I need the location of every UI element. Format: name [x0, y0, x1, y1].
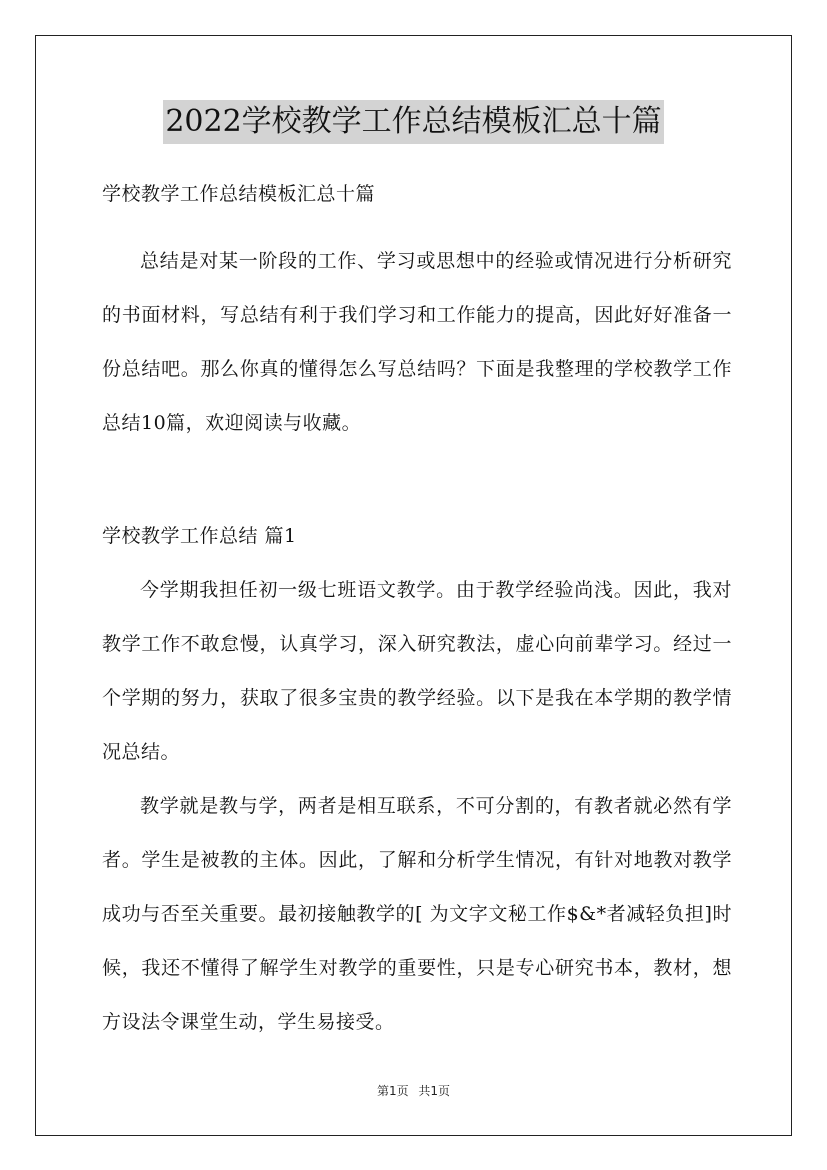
document-subtitle: 学校教学工作总结模板汇总十篇 — [102, 183, 376, 205]
document-title: 2022学校教学工作总结模板汇总十篇 — [163, 100, 663, 144]
document-body — [102, 175, 732, 1049]
page-footer — [0, 1082, 827, 1099]
title-container — [0, 100, 827, 144]
body-paragraph: 教学就是教与学，两者是相互联系，不可分割的，有教者就必然有学者。学生是被教的主体。因此，了解和分析学生情况，有针对地教对教学成功与否至关重要。最初接触教学的[ 为文字文秘工作$&*者减轻负担]时候，我还不懂得了解学生对教学的重要性，只是专心研究书本，教材，想方设法令课堂生动，学生易接受。 — [102, 795, 732, 1033]
intro-paragraph: 总结是对某一阶段的工作、学习或思想中的经验或情况进行分析研究的书面材料，写总结有利于我们学习和工作能力的提高，因此好好准备一份总结吧。那么你真的懂得怎么写总结吗？下面是我整理的学校教学工作总结10篇，欢迎阅读与收藏。 — [102, 250, 732, 434]
section-heading: 学校教学工作总结 篇1 — [102, 525, 297, 547]
page-total: 共1页 — [418, 1084, 451, 1098]
page-number: 第1页 — [376, 1084, 409, 1098]
body-paragraph: 今学期我担任初一级七班语文教学。由于教学经验尚浅。因此，我对教学工作不敢怠慢，认真学习，深入研究教法，虚心向前辈学习。经过一个学期的努力，获取了很多宝贵的教学经验。以下是我在本学期的教学情况总结。 — [102, 579, 732, 763]
